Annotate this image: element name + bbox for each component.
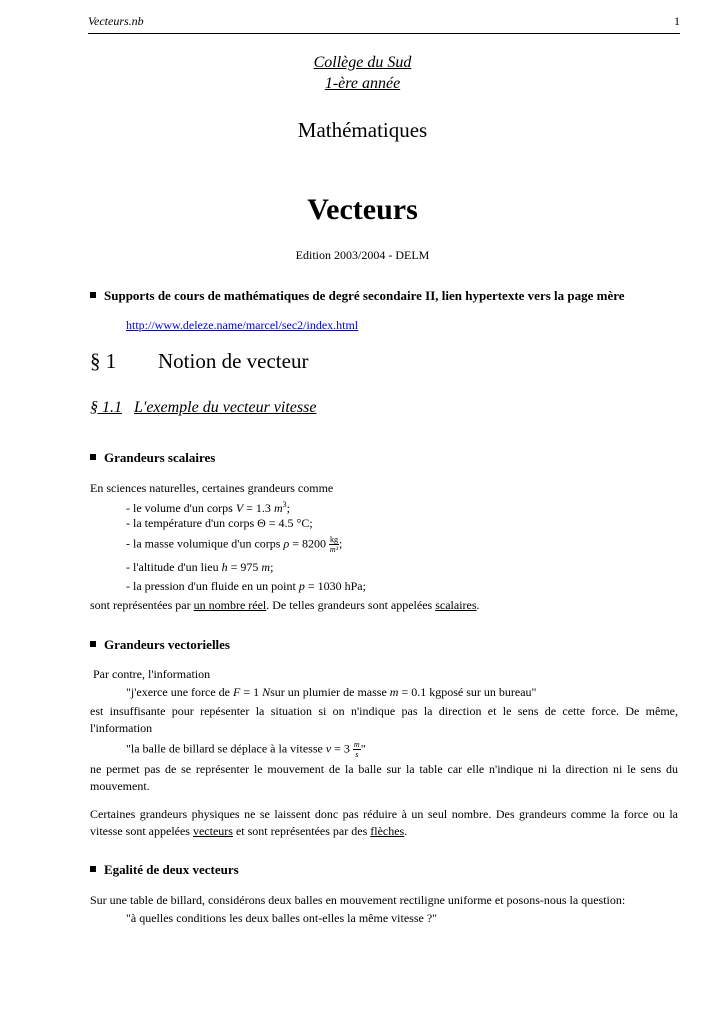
subsection-number: § 1.1 bbox=[90, 399, 122, 416]
m-per-s-fraction: $\frac{m}{s}$ bbox=[353, 740, 360, 759]
header-filename: Vecteurs.nb bbox=[88, 14, 144, 28]
page-title: Vecteurs bbox=[307, 193, 418, 226]
header-page-number: 1 bbox=[674, 14, 680, 28]
kg-per-m3-fraction: $\frac{kg}{\text{m³}}$ bbox=[329, 535, 339, 554]
scalaires-heading: Grandeurs scalaires bbox=[90, 450, 215, 466]
square-bullet-icon bbox=[90, 866, 96, 872]
masse-volumique-line: - la masse volumique d'un corps ρ = 8200 $\frac{kg}{\text{m³}}$ ; bbox=[126, 535, 343, 554]
vectorielles-paragraph-2: ne permet pas de se représenter le mouvement de la balle sur la table car elle n'indique ni la direction ni le sens du mouvement. bbox=[90, 762, 678, 793]
square-bullet-icon bbox=[90, 454, 96, 460]
egalite-heading: Egalité de deux vecteurs bbox=[90, 862, 239, 878]
altitude-line: - l'altitude d'un lieu h = 975 m; bbox=[126, 560, 274, 574]
mother-page-link[interactable]: http://www.deleze.name/marcel/sec2/index.html bbox=[126, 318, 359, 332]
pression-line: - la pression d'un fluide en un point p = 1030 hPa; bbox=[126, 579, 366, 593]
subsection-heading bbox=[90, 399, 316, 417]
volume-line: - le volume d'un corps V = 1.3 $m^3$; bbox=[126, 500, 290, 515]
scalaires-intro: En sciences naturelles, certaines grandeurs comme bbox=[90, 481, 334, 495]
square-bullet-icon bbox=[90, 641, 96, 647]
edition: Edition 2003/2004 - DELM bbox=[295, 248, 430, 262]
vectorielles-heading: Grandeurs vectorielles bbox=[90, 637, 230, 653]
subject: Mathématiques bbox=[297, 118, 428, 142]
page-header bbox=[88, 14, 680, 34]
section-title: Notion de vecteur bbox=[158, 349, 309, 373]
supports-bullet bbox=[90, 288, 625, 304]
section-number: § 1 bbox=[90, 349, 117, 373]
vectorielles-paragraph-3: Certaines grandeurs physiques ne se laissent donc pas réduire à un seul nombre. Des grandeurs comme la force ou la vitesse sont appelées vecteurs et sont représentées par des flèches. bbox=[90, 807, 678, 838]
vectorielles-paragraph-1: est insuffisante pour repésenter la situation si on n'indique pas la direction et le sens de cette force. De même, l'information bbox=[90, 704, 678, 735]
scalaires-conclusion: sont représentées par un nombre réel. De telles grandeurs sont appelées scalaires. bbox=[90, 598, 480, 612]
temperature-line: - la température d'un corps Θ = 4.5 °C; bbox=[126, 516, 313, 530]
egalite-paragraph: Sur une table de billard, considérons deux balles en mouvement rectiligne uniforme et posons-nous la question: bbox=[90, 893, 626, 907]
subsection-title: L'exemple du vecteur vitesse bbox=[134, 399, 317, 416]
square-bullet-icon bbox=[90, 292, 96, 298]
vectorielles-intro: Par contre, l'information bbox=[93, 667, 211, 681]
section-heading bbox=[90, 349, 308, 374]
vitesse-quote: "la balle de billard se déplace à la vitesse v = 3 $\frac{m}{s}$ " bbox=[126, 740, 366, 759]
force-quote: "j'exerce une force de F = 1 Nsur un plumier de masse m = 0.1 kgposé sur un bureau" bbox=[126, 685, 537, 699]
school-year: 1-ère année bbox=[324, 75, 401, 92]
egalite-quote: "à quelles conditions les deux balles ont-elles la même vitesse ?" bbox=[126, 911, 438, 925]
supports-text: Supports de cours de mathématiques de degré secondaire II, lien hypertexte vers la page mère bbox=[104, 288, 625, 303]
college-name: Collège du Sud bbox=[313, 54, 412, 71]
